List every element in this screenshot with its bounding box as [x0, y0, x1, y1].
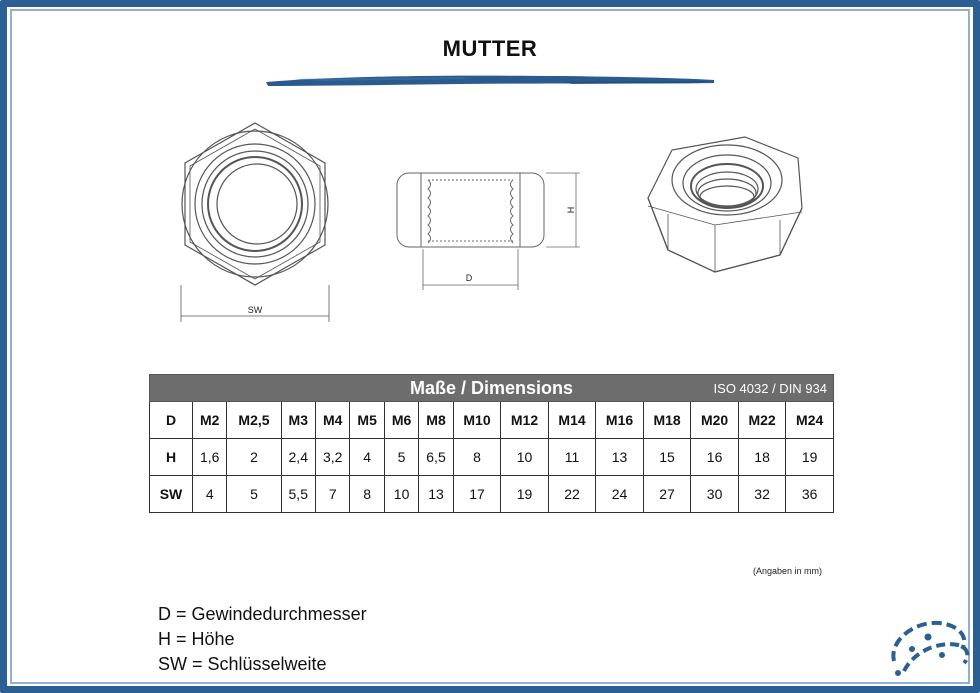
- table-cell: 36: [786, 476, 834, 513]
- nut-drawings: [0, 0, 980, 340]
- table-row: [150, 439, 834, 476]
- table-cell: 19: [501, 476, 549, 513]
- table-cell: M24: [786, 402, 834, 439]
- table-cell: 11: [548, 439, 596, 476]
- table-cell: 27: [643, 476, 691, 513]
- h-dimension-label: H: [566, 206, 576, 214]
- table-cell: M2: [193, 402, 227, 439]
- legend-item-sw: SW = Schlüsselweite: [158, 654, 327, 674]
- dimensions-table: [149, 374, 834, 513]
- brand-logo-icon: [884, 611, 972, 683]
- table-cell: 7: [315, 476, 349, 513]
- table-cell: 5: [384, 439, 418, 476]
- row-label: D: [150, 402, 193, 439]
- units-note: (Angaben in mm): [753, 566, 823, 576]
- table-cell: 3,2: [315, 439, 349, 476]
- table-row: [150, 476, 834, 513]
- table-cell: 13: [419, 476, 453, 513]
- table-cell: 16: [691, 439, 739, 476]
- table-cell: M6: [384, 402, 418, 439]
- nut-3d-view: [648, 137, 802, 272]
- table-cell: 32: [738, 476, 786, 513]
- table-cell: M22: [738, 402, 786, 439]
- table-cell: 2: [227, 439, 281, 476]
- row-label: SW: [150, 476, 193, 513]
- table-cell: 5,5: [281, 476, 315, 513]
- table-cell: 4: [350, 439, 384, 476]
- table-cell: M3: [281, 402, 315, 439]
- table-heading: Maße / Dimensions: [409, 377, 574, 398]
- table-cell: M10: [453, 402, 501, 439]
- legend: [158, 602, 367, 677]
- table-cell: M8: [419, 402, 453, 439]
- table-cell: 22: [548, 476, 596, 513]
- table-cell: 30: [691, 476, 739, 513]
- table-norm: ISO 4032 / DIN 934: [713, 381, 827, 396]
- table-cell: 5: [227, 476, 281, 513]
- table-cell: 24: [596, 476, 644, 513]
- table-cell: 6,5: [419, 439, 453, 476]
- nut-front-view: [181, 123, 329, 322]
- table-header: [150, 375, 834, 402]
- table-cell: M12: [501, 402, 549, 439]
- table-cell: 18: [738, 439, 786, 476]
- row-label: H: [150, 439, 193, 476]
- table-cell: M14: [548, 402, 596, 439]
- table-cell: 2,4: [281, 439, 315, 476]
- table-cell: M18: [643, 402, 691, 439]
- table-cell: M5: [350, 402, 384, 439]
- table-cell: M16: [596, 402, 644, 439]
- table-cell: M2,5: [227, 402, 281, 439]
- table-cell: 4: [193, 476, 227, 513]
- table-cell: 8: [453, 439, 501, 476]
- table-row: [150, 402, 834, 439]
- table-cell: 8: [350, 476, 384, 513]
- legend-item-d: D = Gewindedurchmesser: [158, 604, 367, 624]
- page-title: MUTTER: [442, 36, 538, 61]
- table-cell: M20: [691, 402, 739, 439]
- legend-item-h: H = Höhe: [158, 629, 235, 649]
- d-dimension-label: D: [465, 273, 473, 283]
- sw-dimension-label: SW: [247, 305, 263, 315]
- table-cell: 15: [643, 439, 691, 476]
- table-cell: 13: [596, 439, 644, 476]
- table-cell: 10: [384, 476, 418, 513]
- nut-side-view: [397, 173, 580, 290]
- table-cell: 10: [501, 439, 549, 476]
- table-cell: 17: [453, 476, 501, 513]
- table-cell: M4: [315, 402, 349, 439]
- table-cell: 1,6: [193, 439, 227, 476]
- table-cell: 19: [786, 439, 834, 476]
